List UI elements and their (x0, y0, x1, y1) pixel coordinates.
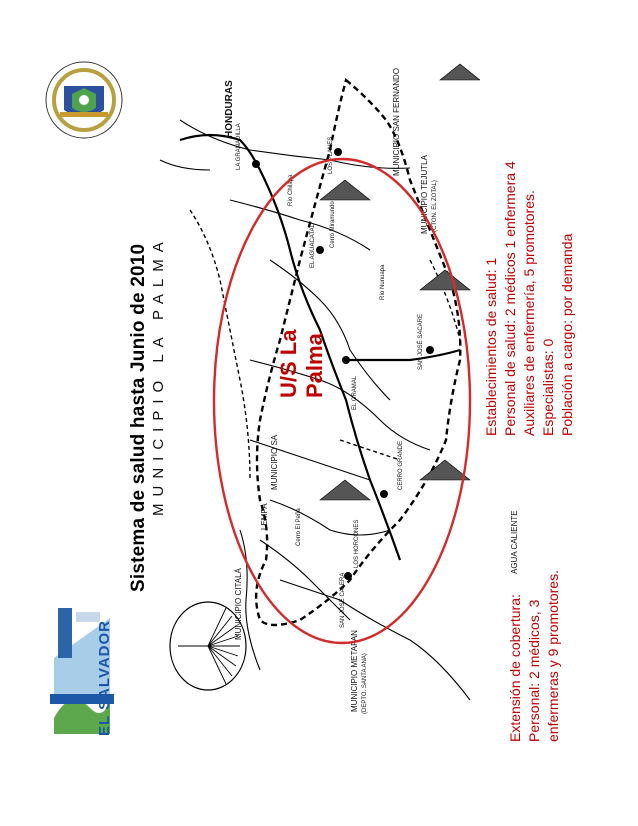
coverage-info (506, 570, 563, 742)
info-line: Población a cargo: por demanda (559, 233, 575, 436)
map-label-calera: SAN JOSÉ CALERA (340, 572, 346, 628)
coat-of-arms-icon (44, 60, 124, 140)
logo-text: EL SALVADOR (96, 619, 113, 736)
map-label-citala: MUNICIPIO CITALÁ (234, 568, 243, 640)
info-line: Personal de salud: 2 médicos 1 enfermera 4 (502, 161, 518, 436)
map-label-honduras: HONDURAS (224, 80, 235, 138)
map-label-pena: Cerro El Peña (296, 508, 302, 546)
map-label-lempa: LEMPA (260, 503, 269, 530)
coverage-highlight (204, 148, 480, 654)
map-label-horcones: LOS HORCONES (354, 519, 360, 568)
unit-label (276, 330, 328, 398)
coverage-line: enfermeras y 9 promotores. (545, 570, 561, 742)
map-label-tejutla: MUNICIPIO TEJUTLA (420, 155, 429, 234)
map-label-sacare: SAN JOSÉ SACARE (418, 313, 424, 370)
map-label-aguacatal: EL AGUACATAL (310, 224, 316, 268)
map-label-san-fernando: MUNICIPIO SAN FERNANDO (392, 67, 401, 176)
map-label-mun-sa: MUNICIPIO SA (270, 434, 279, 490)
unit-label-line2: Palma (302, 333, 327, 398)
map-label-gramal: EL GRAMAL (352, 375, 358, 410)
coverage-line: Personal: 2 médicos, 3 (526, 599, 542, 742)
map-label-miramundo: Cerro Miramundo (330, 201, 336, 248)
unit-label-line1: U/S La (276, 329, 301, 398)
info-line: Establecimientos de salud: 1 (483, 257, 499, 436)
info-line: Especialistas: 0 (540, 338, 556, 436)
map-label-metapan-sub: (DEPTO. SANTA ANA) (362, 653, 368, 714)
map-label-chilapa: Río Chilapa (288, 174, 294, 206)
map-label-planes: LOS PLANES (328, 136, 334, 174)
map-label-nunuapa: Río Nunuapa (380, 264, 386, 300)
slide-title: Sistema de salud hasta Junio de 2010 (128, 243, 149, 592)
coverage-line: Extensión de cobertura: (507, 594, 523, 742)
map-label-tejutla-sub: (CTON. EL ZOTAL) (432, 180, 438, 232)
map-label-agua-caliente: AGUA CALIENTE (510, 510, 519, 574)
info-line: Auxiliares de enfermería, 5 promotores. (521, 190, 537, 436)
health-info (482, 161, 577, 436)
map-label-cerro-grande: CERRO GRANDE (398, 440, 404, 490)
map-label-metapan: MUNICIPIO METAPAN (350, 630, 359, 712)
map-label-municipio: MUNICIPIO LA PALMA (150, 235, 167, 516)
map-label-granadilla: LA GRANADILLA (236, 123, 242, 170)
